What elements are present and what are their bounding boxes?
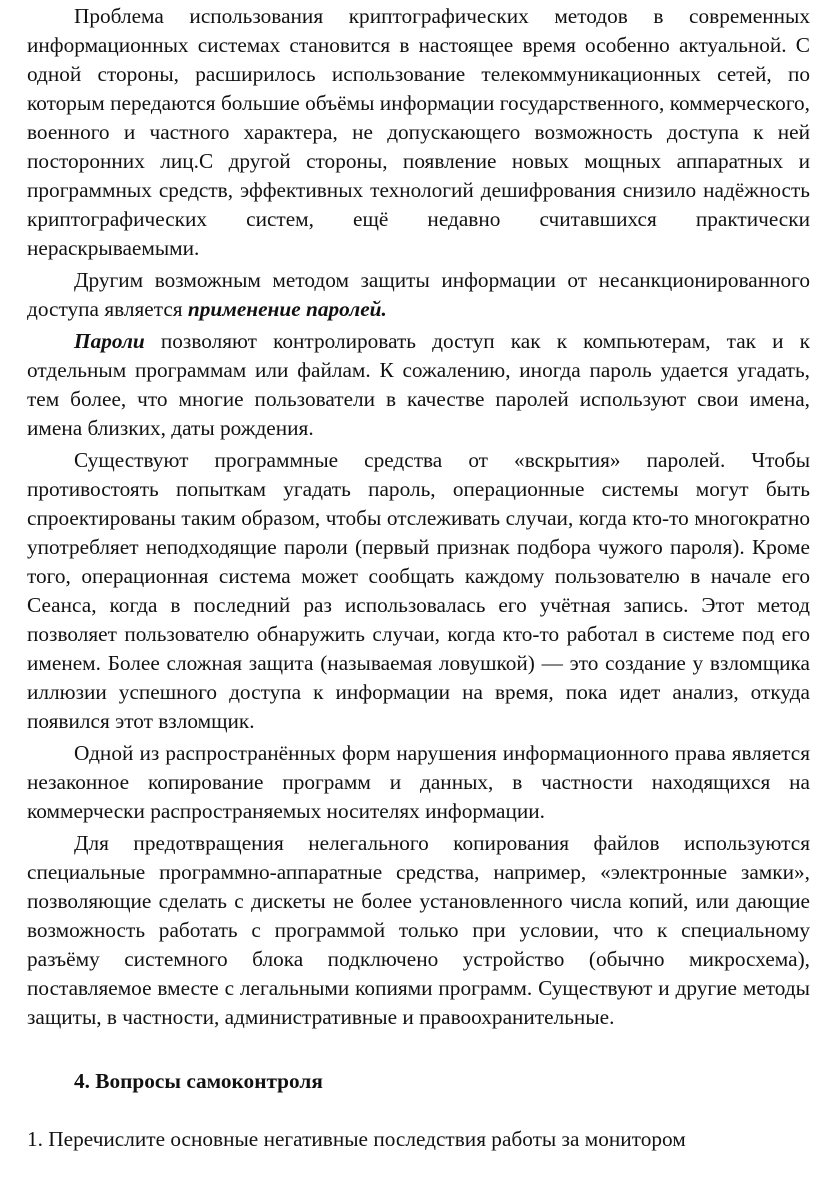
paragraph-passwords (27, 327, 810, 443)
paragraph-cracking-tools: Существуют программные средства от «вскрытия» паролей. Чтобы противостоять попыткам угадать пароль, операционные системы могут быть спроектированы таким образом, чтобы отслеживать случаи, когда кто-то многократно употребляет неподходящие пароли (первый признак подбора чужого пароля). Кроме того, операционная система может сообщать каждому пользователю в начале его Сеанса, когда в последний раз использовалась его учётная запись. Этот метод позволяет пользователю обнаружить случаи, когда кто-то работал в системе под его именем. Более сложная защита (называемая ловушкой) — это создание у взломщика иллюзии успешного доступа к информации на время, пока идет анализ, откуда появился этот взломщик. (27, 448, 810, 733)
paragraph-cryptography: Проблема использования криптографических методов в современных информационных системах становится в настоящее время особенно актуальной. С одной стороны, расширилось использование телекоммуникационных сетей, по которым передаются большие объёмы информации государственного, коммерческого, военного и частного характера, не допускающего возможность доступа к ней посторонних лиц.С другой стороны, появление новых мощных аппаратных и программных средств, эффективных технологий дешифрования снизило надёжность криптографических систем, ещё недавно считавшихся практически нераскрываемыми. (27, 4, 810, 260)
question-item: 1. Перечислите основные негативные последствия работы за монитором (27, 1127, 686, 1151)
paragraph-password-method (27, 266, 810, 324)
emphasis-password-use: применение паролей. (187, 297, 387, 321)
paragraph-text: позволяют контролировать доступ как к компьютерам, так и к отдельным программам или файлам. К сожалению, иногда пароль удается угадать, тем более, что многие пользователи в качестве паролей используют свои имена, имена близких, даты рождения. (27, 329, 810, 440)
paragraph-illegal-copying: Одной из распространённых форм нарушения информационного права является незаконное копирование программ и данных, в частности находящихся на коммерчески распространяемых носителях информации. (27, 741, 810, 823)
emphasis-passwords: Пароли (74, 329, 145, 353)
paragraph-text: Другим возможным методом защиты информации от несанкционированного доступа является (27, 268, 810, 321)
section-heading: 4. Вопросы самоконтроля (74, 1069, 323, 1093)
paragraph-copy-protection: Для предотвращения нелегального копирования файлов используются специальные программно-аппаратные средства, например, «электронные замки», позволяющие сделать с дискеты не более установленного числа копий, или дающие возможность работать с программой только при условии, что к специальному разъёму системного блока подключено устройство (обычно микросхема), поставляемое вместе с легальными копиями программ. Существуют и другие методы защиты, в частности, административные и правоохранительные. (27, 831, 810, 1029)
